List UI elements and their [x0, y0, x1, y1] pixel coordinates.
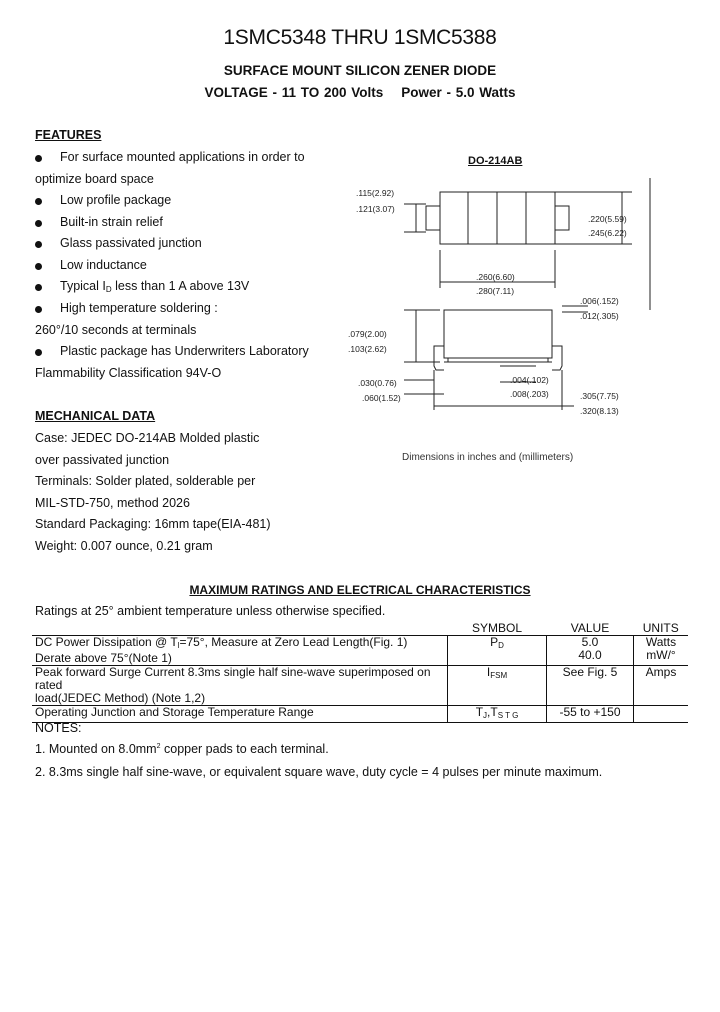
- dim-label: .220(5.59): [588, 214, 627, 224]
- feature-item: For surface mounted applications in order to: [60, 150, 305, 164]
- note-item: 1. Mounted on $8.0mm^2$ copper pads to each terminal.: [35, 742, 329, 756]
- bullet-icon: [35, 349, 42, 356]
- feature-item-continuation: 260°/10 seconds at terminals: [35, 323, 197, 337]
- feature-item: Glass passivated junction: [60, 236, 202, 250]
- column-header-units: UNITS: [634, 622, 689, 636]
- right-terminal: [555, 206, 569, 230]
- dim-label: .004(.102): [510, 375, 549, 385]
- note-item: 2. 8.3ms single half sine-wave, or equivalent square wave, duty cycle = 4 pulses per minute maximum.: [35, 765, 603, 779]
- dim-label: .320(8.13): [580, 406, 619, 416]
- symbol-cell: $T_J,T_{S T G}$: [448, 706, 547, 723]
- table-row: [32, 636, 688, 666]
- document-subtitle: SURFACE MOUNT SILICON ZENER DIODE: [223, 63, 497, 78]
- voltage-range: VOLTAGE - 11 TO 200 Volts: [204, 85, 384, 100]
- value-cell: 5.0 40.0: [547, 636, 634, 666]
- ratings-table: [32, 622, 688, 723]
- bullet-icon: [35, 155, 42, 162]
- dim-label: .245(6.22): [588, 228, 627, 238]
- left-terminal: [426, 206, 440, 230]
- dimensions-caption: Dimensions in inches and (millimeters): [402, 452, 574, 463]
- value-cell: See Fig. 5: [547, 666, 634, 706]
- feature-item-continuation: optimize board space: [35, 172, 154, 186]
- power-rating: Power - 5.0 Watts: [401, 85, 516, 100]
- mechanical-line: Standard Packaging: 16mm tape(EIA-481): [35, 517, 271, 531]
- ratings-note: Ratings at 25° ambient temperature unless otherwise specified.: [35, 604, 386, 618]
- parameter-cell: Peak forward Surge Current 8.3ms single half sine-wave superimposed on rated load(JEDEC Method) (Note 1,2): [32, 666, 448, 706]
- mechanical-line: Weight: 0.007 ounce, 0.21 gram: [35, 539, 213, 553]
- dim-label: .060(1.52): [362, 393, 401, 403]
- left-lead: [434, 346, 444, 370]
- package-title: DO-214AB: [468, 155, 523, 167]
- symbol-cell: $P_D$: [448, 636, 547, 666]
- column-header-value: VALUE: [547, 622, 634, 636]
- feature-item: Built-in strain relief: [60, 215, 163, 229]
- column-header-symbol: SYMBOL: [448, 622, 547, 636]
- side-view-body: [444, 310, 552, 358]
- document-title: 1SMC5348 THRU 1SMC5388: [223, 26, 497, 49]
- dim-label: .012(.305): [580, 311, 619, 321]
- package-outline-drawing: [340, 170, 660, 445]
- dim-label: .008(.203): [510, 389, 549, 399]
- dim-label: .260(6.60): [476, 272, 515, 282]
- parameter-cell: Operating Junction and Storage Temperature Range: [32, 706, 448, 723]
- bullet-icon: [35, 198, 42, 205]
- dim-label: .305(7.75): [580, 391, 619, 401]
- bullet-icon: [35, 241, 42, 248]
- bullet-icon: [35, 263, 42, 270]
- feature-item: Low inductance: [60, 258, 147, 272]
- dim-label: .103(2.62): [348, 344, 387, 354]
- feature-item-continuation: Flammability Classification 94V-O: [35, 366, 222, 380]
- bullet-icon: [35, 284, 42, 291]
- units-cell: Amps: [634, 666, 689, 706]
- dim-label: .280(7.11): [476, 286, 515, 296]
- mechanical-heading: MECHANICAL DATA: [35, 409, 156, 423]
- dim-label: .121(3.07): [356, 204, 395, 214]
- mechanical-line: Terminals: Solder plated, solderable per: [35, 474, 256, 488]
- table-row: [32, 706, 688, 723]
- feature-item: Low profile package: [60, 193, 172, 207]
- dim-label: .079(2.00): [348, 329, 387, 339]
- features-heading: FEATURES: [35, 128, 102, 142]
- table-header-row: [32, 622, 688, 636]
- dim-label: .115(2.92): [356, 188, 395, 198]
- notes-heading: NOTES:: [35, 721, 82, 735]
- table-row: [32, 666, 688, 706]
- dim-label: .030(0.76): [358, 378, 397, 388]
- symbol-cell: $I_{FSM}$: [448, 666, 547, 706]
- units-cell: Watts mW/°: [634, 636, 689, 666]
- feature-item: Typical $I_D$ less than 1 A above 13V: [60, 279, 250, 294]
- bullet-icon: [35, 306, 42, 313]
- mechanical-line: MIL-STD-750, method 2026: [35, 496, 190, 510]
- feature-item: Plastic package has Underwriters Laboratory: [60, 344, 309, 358]
- ratings-heading: MAXIMUM RATINGS AND ELECTRICAL CHARACTERISTICS: [189, 583, 531, 597]
- right-lead: [552, 346, 562, 370]
- dim-label: .006(.152): [580, 296, 619, 306]
- feature-item: High temperature soldering :: [60, 301, 218, 315]
- units-cell: [634, 706, 689, 723]
- parameter-cell: DC Power Dissipation @ $T_l=75^\circ$, Measure at Zero Lead Length(Fig. 1) Derate above 75°(Note 1): [32, 636, 448, 666]
- mechanical-line: over passivated junction: [35, 453, 170, 467]
- mechanical-line: Case: JEDEC DO-214AB Molded plastic: [35, 431, 260, 445]
- voltage-power-line: [0, 85, 720, 100]
- bullet-icon: [35, 220, 42, 227]
- value-cell: -55 to +150: [547, 706, 634, 723]
